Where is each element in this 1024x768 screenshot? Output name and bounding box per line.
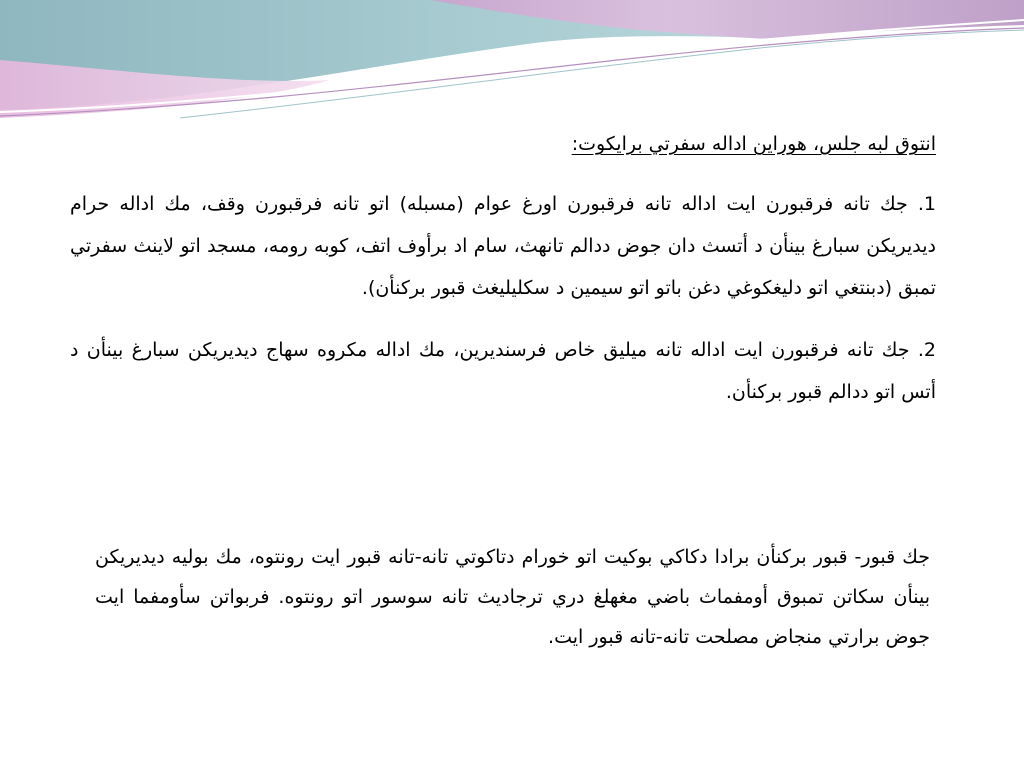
paragraph-2: 2. جك تانه فرقبورن ايت اداله تانه ميليق خاص فرسنديرين، مك اداله مكروه سهاج ديديريكن سبارغ بينأن د أتس اتو ددالم قبور بركنأن. [70, 339, 936, 403]
paragraph-1: 1. جك تانه فرقبورن ايت اداله تانه فرقبورن اورغ عوام (مسبله) اتو تانه فرقبورن وقف، مك اداله حرام ديديريكن سبارغ بينأن د أتسث دان جوض ددالم تانهث، سام اد برأوف اتف، كوبه رومه، مسجد اتو لاينث سفرتي تمبق (دبنتغي اتو دليغكوغي دغن باتو اتو سيمين د سكليليغث قبور بركنأن). [70, 193, 936, 299]
slide-heading: انتوق لبه جلس، هوراين اداله سفرتي برايكوت: [571, 133, 936, 155]
slide-content [70, 125, 936, 433]
decorative-header-wave [0, 0, 1024, 130]
paragraph-3: جك قبور- قبور بركنأن برادا دكاكي بوكيت اتو خورام دتاكوتي تانه-تانه قبور ايت رونتوه، مك بوليه ديديريكن بينأن سكاتن تمبوق أومفماث باضي مغهلغ دري ترجاديث تانه سوسور اتو رونتوه. فربواتن سأومفما ايت جوض برارتي منجاض مصلحت تانه-تانه قبور ايت. [95, 546, 930, 648]
